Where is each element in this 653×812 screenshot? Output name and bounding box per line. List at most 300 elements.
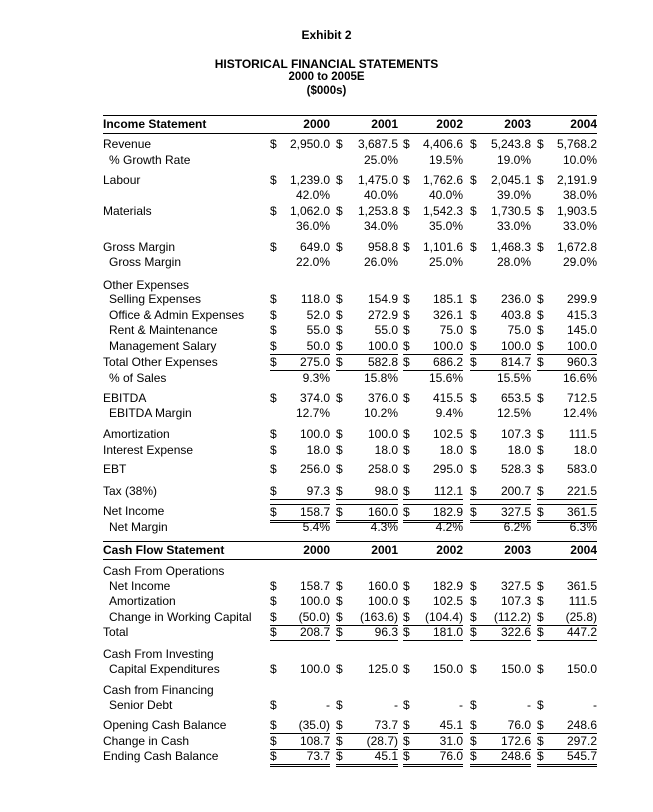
dollar-sign: $ — [403, 204, 410, 218]
cell-2000 — [270, 323, 330, 338]
dollar-sign: $ — [537, 462, 544, 476]
cell-2000 — [270, 594, 330, 609]
cell-2000 — [270, 153, 330, 168]
cell-2000 — [270, 520, 330, 535]
row-label-gross-margin: Gross Margin — [109, 255, 182, 269]
cell-value: 327.5 — [500, 505, 531, 519]
cell-2003 — [470, 219, 531, 234]
cell-value: 125.0 — [367, 662, 398, 676]
dollar-sign: $ — [470, 443, 477, 457]
cell-value: 102.5 — [432, 427, 463, 441]
cell-value: 1,101.6 — [422, 240, 463, 254]
dollar-sign: $ — [336, 308, 343, 322]
cell-value: 96.3 — [374, 625, 398, 639]
cell-2001 — [336, 683, 398, 698]
cell-value: 327.5 — [500, 579, 531, 593]
dollar-sign: $ — [403, 173, 410, 187]
dollar-sign: $ — [336, 505, 343, 519]
cell-2002 — [403, 564, 463, 579]
income-row — [0, 504, 653, 519]
dollar-sign: $ — [270, 662, 277, 676]
cell-2003 — [470, 564, 531, 579]
cell-2003 — [470, 625, 531, 641]
dollar-sign: $ — [270, 355, 277, 369]
row-label-ebitda-margin: EBITDA Margin — [109, 406, 192, 420]
cell-2004 — [537, 520, 597, 535]
cell-value: 75.0 — [439, 323, 463, 337]
cell-value: 100.0 — [566, 339, 597, 353]
income-row — [0, 391, 653, 406]
cell-value: (112.2) — [493, 610, 531, 624]
cell-value: 1,468.3 — [490, 240, 531, 254]
cell-value: 158.7 — [299, 579, 330, 593]
cell-2002 — [403, 698, 463, 713]
cell-value: 112.1 — [433, 484, 463, 498]
cell-value: (50.0) — [298, 610, 330, 624]
cell-value: 9.4% — [435, 406, 463, 420]
dollar-sign: $ — [470, 579, 477, 593]
cell-value: 15.8% — [363, 371, 398, 385]
cell-2003 — [470, 579, 531, 594]
dollar-sign: $ — [470, 610, 477, 624]
cell-value: 16.6% — [562, 371, 597, 385]
cell-2003 — [470, 371, 531, 386]
cell-value: 35.0% — [428, 219, 463, 233]
year-header-2004: 2004 — [570, 543, 597, 557]
dollar-sign: $ — [270, 391, 277, 405]
cell-2004 — [537, 734, 597, 750]
cell-value: 107.3 — [500, 594, 531, 608]
dollar-sign: $ — [470, 173, 477, 187]
cell-2000 — [270, 308, 330, 323]
year-header-2002: 2002 — [436, 543, 463, 557]
cell-value: 12.5% — [496, 406, 531, 420]
dollar-sign: $ — [470, 462, 477, 476]
cell-2000 — [270, 749, 330, 767]
row-label-of-sales: % of Sales — [109, 371, 167, 385]
dollar-sign: $ — [336, 391, 343, 405]
row-label-change-in-working-capital: Change in Working Capital — [109, 610, 252, 624]
row-label-tax-38: Tax (38%) — [103, 484, 158, 498]
cell-2003 — [470, 173, 531, 188]
cell-2003 — [470, 594, 531, 609]
dollar-sign: $ — [470, 308, 477, 322]
cell-value: (25.8) — [565, 610, 597, 624]
cell-value: 447.2 — [566, 625, 597, 639]
cell-2004 — [537, 647, 597, 662]
cell-2004 — [537, 698, 597, 713]
dollar-sign: $ — [270, 173, 277, 187]
cell-2002 — [403, 308, 463, 323]
row-label-revenue: Revenue — [103, 137, 152, 151]
cell-2004 — [537, 219, 597, 234]
cell-value: 1,903.5 — [556, 204, 597, 218]
cell-2000 — [270, 484, 330, 500]
cell-2001 — [336, 219, 398, 234]
cell-2003 — [470, 153, 531, 168]
dollar-sign: $ — [537, 579, 544, 593]
cell-2000 — [270, 698, 330, 713]
cell-value: 172.6 — [500, 734, 531, 748]
cell-2001 — [336, 173, 398, 188]
cell-value: - — [326, 698, 330, 712]
row-label-cash-from-investing: Cash From Investing — [103, 647, 214, 661]
cell-2001 — [336, 749, 398, 767]
cell-2001 — [336, 625, 398, 641]
cell-2004 — [537, 339, 597, 355]
row-label-net-margin: Net Margin — [109, 520, 168, 534]
dollar-sign: $ — [537, 662, 544, 676]
cell-2004 — [537, 323, 597, 338]
cashflow-row — [0, 662, 653, 677]
cell-value: 26.0% — [363, 255, 398, 269]
row-label-net-income: Net Income — [109, 579, 171, 593]
cell-value: 1,475.0 — [357, 173, 398, 187]
cell-value: 582.8 — [367, 355, 398, 369]
cell-value: 40.0% — [363, 188, 398, 202]
cell-value: 814.7 — [500, 355, 531, 369]
row-label-management-salary: Management Salary — [109, 339, 217, 353]
dollar-sign: $ — [270, 718, 277, 732]
cell-2004 — [537, 278, 597, 293]
cell-value: 18.0 — [507, 443, 531, 457]
cell-2004 — [537, 749, 597, 767]
cell-value: 545.7 — [566, 749, 597, 763]
cell-2003 — [470, 662, 531, 677]
cell-value: (104.4) — [424, 610, 463, 624]
cashflow-row — [0, 625, 653, 640]
cell-2002 — [403, 579, 463, 594]
cell-2004 — [537, 564, 597, 579]
cell-2003 — [470, 698, 531, 713]
cell-value: 326.1 — [432, 308, 463, 322]
dollar-sign: $ — [336, 355, 343, 369]
dollar-sign: $ — [270, 204, 277, 218]
cell-2002 — [403, 204, 463, 219]
dollar-sign: $ — [270, 734, 277, 748]
cell-value: 221.5 — [566, 484, 597, 498]
dollar-sign: $ — [270, 443, 277, 457]
row-label-total-other-expenses: Total Other Expenses — [103, 355, 218, 369]
cell-2001 — [336, 579, 398, 594]
cell-value: 55.0 — [374, 323, 398, 337]
cell-value: 33.0% — [496, 219, 531, 233]
dollar-sign: $ — [270, 610, 277, 624]
cell-value: 415.5 — [432, 391, 463, 405]
cell-value: 4.2% — [435, 520, 463, 534]
year-header-2003: 2003 — [504, 543, 531, 557]
cashflow-row — [0, 734, 653, 749]
cell-value: 4.3% — [370, 520, 398, 534]
year-header-2002: 2002 — [436, 117, 463, 131]
cell-2000 — [270, 292, 330, 307]
income-row — [0, 137, 653, 152]
cell-2002 — [403, 647, 463, 662]
income-row — [0, 173, 653, 188]
cell-2003 — [470, 683, 531, 698]
cell-2004 — [537, 484, 597, 500]
cell-value: 5,768.2 — [556, 137, 597, 151]
cell-2002 — [403, 484, 463, 500]
cell-2000 — [270, 662, 330, 677]
header-underline — [103, 559, 597, 560]
dollar-sign: $ — [336, 292, 343, 306]
cell-2001 — [336, 443, 398, 458]
cell-2001 — [336, 484, 398, 500]
cell-value: 297.2 — [566, 734, 597, 748]
dollar-sign: $ — [403, 462, 410, 476]
dollar-sign: $ — [403, 137, 410, 151]
cell-value: 28.0% — [496, 255, 531, 269]
dollar-sign: $ — [336, 173, 343, 187]
cell-value: 39.0% — [496, 188, 531, 202]
cell-2002 — [403, 339, 463, 355]
cell-2001 — [336, 462, 398, 477]
cell-2001 — [336, 698, 398, 713]
cell-value: 100.0 — [299, 427, 330, 441]
cell-value: 100.0 — [367, 427, 398, 441]
dollar-sign: $ — [537, 308, 544, 322]
dollar-sign: $ — [270, 339, 277, 353]
cell-value: 18.0 — [573, 443, 597, 457]
cell-2003 — [470, 647, 531, 662]
cell-2002 — [403, 137, 463, 152]
cell-2000 — [270, 683, 330, 698]
cell-2000 — [270, 443, 330, 458]
section-rule — [103, 541, 597, 542]
section-rule — [103, 115, 597, 116]
row-label-senior-debt: Senior Debt — [109, 698, 173, 712]
cell-value: 182.9 — [432, 505, 463, 519]
cell-value: 75.0 — [507, 323, 531, 337]
dollar-sign: $ — [270, 137, 277, 151]
cell-value: 10.0% — [562, 153, 597, 167]
dollar-sign: $ — [336, 698, 343, 712]
row-label-office-admin-expenses: Office & Admin Expenses — [109, 308, 245, 322]
cell-2004 — [537, 204, 597, 219]
cell-2004 — [537, 683, 597, 698]
cell-value: 1,730.5 — [490, 204, 531, 218]
cell-value: 376.0 — [367, 391, 398, 405]
dollar-sign: $ — [336, 662, 343, 676]
cell-value: 2,045.1 — [490, 173, 531, 187]
cell-2000 — [270, 339, 330, 355]
report-title: HISTORICAL FINANCIAL STATEMENTS — [214, 57, 439, 71]
cell-value: 686.2 — [432, 355, 463, 369]
cell-value: 4,406.6 — [422, 137, 463, 151]
cell-value: 2,950.0 — [289, 137, 330, 151]
cell-2002 — [403, 718, 463, 734]
cell-value: 15.6% — [428, 371, 463, 385]
dollar-sign: $ — [270, 240, 277, 254]
income-row — [0, 278, 653, 293]
cell-value: 6.2% — [503, 520, 531, 534]
cell-value: 1,062.0 — [289, 204, 330, 218]
cell-2003 — [470, 323, 531, 338]
cell-2001 — [336, 339, 398, 355]
income-row — [0, 153, 653, 168]
cell-value: 12.7% — [295, 406, 330, 420]
dollar-sign: $ — [336, 204, 343, 218]
cell-2001 — [336, 355, 398, 371]
dollar-sign: $ — [336, 323, 343, 337]
dollar-sign: $ — [537, 137, 544, 151]
cell-2002 — [403, 749, 463, 767]
cell-2002 — [403, 610, 463, 626]
cell-value: 100.0 — [299, 594, 330, 608]
cell-2001 — [336, 278, 398, 293]
cell-2002 — [403, 371, 463, 386]
cell-2000 — [270, 718, 330, 734]
row-label-labour: Labour — [103, 173, 141, 187]
cashflow-row — [0, 698, 653, 713]
dollar-sign: $ — [403, 579, 410, 593]
dollar-sign: $ — [336, 594, 343, 608]
cashflow-header: Cash Flow Statement — [103, 543, 225, 557]
cell-2000 — [270, 204, 330, 219]
dollar-sign: $ — [336, 749, 343, 763]
dollar-sign: $ — [403, 698, 410, 712]
cell-value: 528.3 — [500, 462, 531, 476]
cell-value: 102.5 — [432, 594, 463, 608]
cell-value: (35.0) — [298, 718, 330, 732]
cell-2000 — [270, 610, 330, 626]
dollar-sign: $ — [403, 308, 410, 322]
dollar-sign: $ — [403, 749, 410, 763]
cell-value: 150.0 — [500, 662, 531, 676]
cell-value: 50.0 — [306, 339, 330, 353]
cell-2003 — [470, 520, 531, 535]
cell-2004 — [537, 173, 597, 188]
cell-2002 — [403, 625, 463, 641]
cell-value: 299.9 — [566, 292, 597, 306]
cell-value: 182.9 — [432, 579, 463, 593]
year-header-2000: 2000 — [303, 117, 330, 131]
row-label-interest-expense: Interest Expense — [103, 443, 194, 457]
row-label-ebitda: EBITDA — [103, 391, 147, 405]
cell-value: 19.5% — [428, 153, 463, 167]
cell-value: 200.7 — [500, 484, 531, 498]
dollar-sign: $ — [403, 292, 410, 306]
dollar-sign: $ — [403, 718, 410, 732]
cell-2003 — [470, 718, 531, 734]
cell-2001 — [336, 371, 398, 386]
cell-value: 18.0 — [374, 443, 398, 457]
dollar-sign: $ — [470, 355, 477, 369]
dollar-sign: $ — [470, 594, 477, 608]
income-row — [0, 355, 653, 370]
cell-value: 1,239.0 — [289, 173, 330, 187]
cell-2000 — [270, 240, 330, 255]
cell-2000 — [270, 406, 330, 421]
cell-value: - — [459, 698, 463, 712]
dollar-sign: $ — [336, 625, 343, 639]
cell-2001 — [336, 255, 398, 270]
cell-2001 — [336, 188, 398, 203]
cell-2003 — [470, 462, 531, 477]
cashflow-row — [0, 594, 653, 609]
cell-2002 — [403, 391, 463, 406]
dollar-sign: $ — [537, 240, 544, 254]
year-header-2004: 2004 — [570, 117, 597, 131]
dollar-sign: $ — [336, 484, 343, 498]
cell-2001 — [336, 153, 398, 168]
cell-value: 3,687.5 — [357, 137, 398, 151]
income-header: Income Statement — [103, 117, 207, 131]
dollar-sign: $ — [470, 427, 477, 441]
dollar-sign: $ — [403, 427, 410, 441]
cell-2004 — [537, 137, 597, 152]
cell-2002 — [403, 734, 463, 750]
cell-value: 583.0 — [566, 462, 597, 476]
dollar-sign: $ — [403, 662, 410, 676]
cell-2000 — [270, 564, 330, 579]
header-underline — [103, 133, 597, 134]
dollar-sign: $ — [470, 137, 477, 151]
dollar-sign: $ — [470, 339, 477, 353]
dollar-sign: $ — [403, 505, 410, 519]
dollar-sign: $ — [270, 484, 277, 498]
row-label-change-in-cash: Change in Cash — [103, 734, 190, 748]
cell-value: 111.5 — [568, 427, 597, 441]
dollar-sign: $ — [537, 339, 544, 353]
dollar-sign: $ — [336, 427, 343, 441]
dollar-sign: $ — [270, 594, 277, 608]
cell-2000 — [270, 391, 330, 406]
income-row — [0, 240, 653, 255]
cell-2001 — [336, 292, 398, 307]
dollar-sign: $ — [336, 718, 343, 732]
cell-2002 — [403, 323, 463, 338]
cell-2000 — [270, 137, 330, 152]
cell-value: 403.8 — [500, 308, 531, 322]
cell-2004 — [537, 406, 597, 421]
cell-2004 — [537, 625, 597, 641]
cell-2004 — [537, 255, 597, 270]
cell-value: 107.3 — [500, 427, 531, 441]
cell-2004 — [537, 579, 597, 594]
year-header-2001: 2001 — [371, 117, 398, 131]
dollar-sign: $ — [403, 734, 410, 748]
row-label-cash-from-operations: Cash From Operations — [103, 564, 225, 578]
cell-value: 76.0 — [507, 718, 531, 732]
cell-value: 55.0 — [306, 323, 330, 337]
cell-value: 98.0 — [374, 484, 398, 498]
cell-2000 — [270, 173, 330, 188]
cell-value: 5,243.8 — [490, 137, 531, 151]
cell-2002 — [403, 188, 463, 203]
cell-2004 — [537, 188, 597, 203]
dollar-sign: $ — [336, 462, 343, 476]
dollar-sign: $ — [270, 308, 277, 322]
cell-value: 256.0 — [299, 462, 330, 476]
cell-2000 — [270, 625, 330, 641]
cashflow-row — [0, 647, 653, 662]
year-header-2000: 2000 — [303, 543, 330, 557]
row-label-total: Total — [103, 625, 129, 639]
dollar-sign: $ — [270, 579, 277, 593]
cell-2004 — [537, 662, 597, 677]
cell-2004 — [537, 308, 597, 323]
report-units: ($000s) — [306, 85, 347, 97]
cell-value: 100.0 — [367, 339, 398, 353]
cell-value: 40.0% — [428, 188, 463, 202]
cell-2002 — [403, 173, 463, 188]
cell-value: 6.3% — [569, 520, 597, 534]
cashflow-row — [0, 749, 653, 764]
dollar-sign: $ — [470, 484, 477, 498]
cell-value: 150.0 — [432, 662, 463, 676]
